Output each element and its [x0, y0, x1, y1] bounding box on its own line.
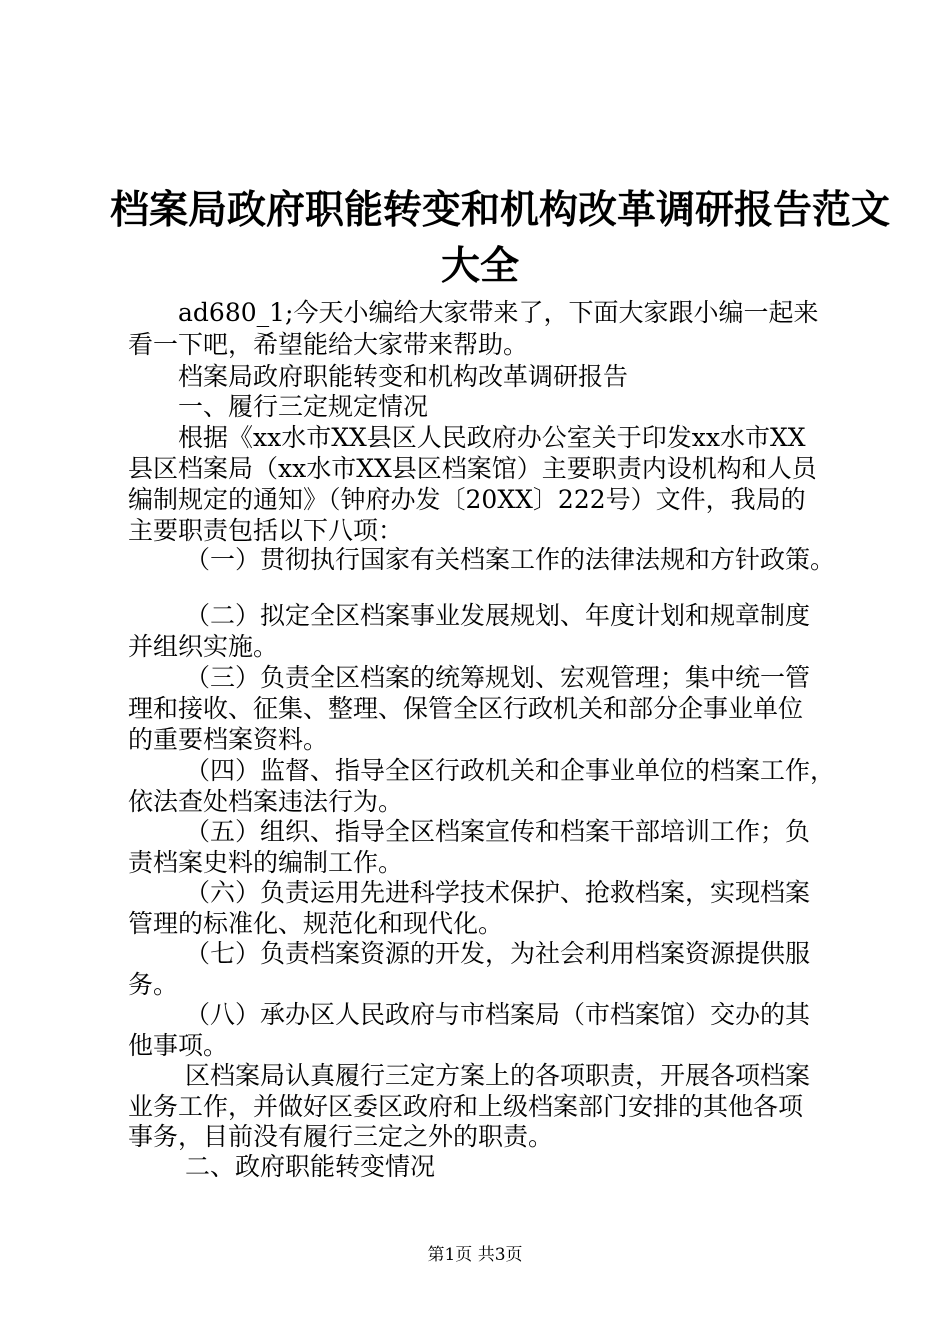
list-item-7: （七）负责档案资源的开发，为社会利用档案资源提供服 — [185, 939, 811, 968]
list-item-6-cont: 管理的标准化、规范化和现代化。 — [128, 909, 504, 938]
paragraph-line: 县区档案局（xx水市XX县区档案馆）主要职责内设机构和人员 — [128, 454, 817, 483]
intro-line-1: ad680_1;今天小编给大家带来了，下面大家跟小编一起来 — [178, 298, 819, 327]
paragraph-line: 根据《xx水市XX县区人民政府办公室关于印发xx水市XX — [178, 423, 806, 452]
section-heading-1: 一、履行三定规定情况 — [178, 392, 429, 421]
list-item-7-cont: 务。 — [128, 970, 179, 999]
document-title-line-1: 档案局政府职能转变和机构改革调研报告范文 — [110, 187, 891, 233]
document-title-line-2: 大全 — [440, 243, 519, 289]
list-item-1: （一）贯彻执行国家有关档案工作的法律法规和方针政策。 — [185, 545, 836, 574]
list-item-6: （六）负责运用先进科学技术保护、抢救档案，实现档案 — [185, 878, 811, 907]
list-item-8: （八）承办区人民政府与市档案局（市档案馆）交办的其 — [185, 1000, 811, 1029]
list-item-8-cont: 他事项。 — [128, 1031, 229, 1060]
list-item-5-cont: 责档案史料的编制工作。 — [128, 848, 404, 877]
summary-line: 事务，目前没有履行三定之外的职责。 — [128, 1122, 554, 1151]
list-item-3: （三）负责全区档案的统筹规划、宏观管理；集中统一管 — [185, 663, 811, 692]
section-heading-2: 二、政府职能转变情况 — [185, 1152, 436, 1181]
list-item-4-cont: 依法查处档案违法行为。 — [128, 787, 404, 816]
report-heading: 档案局政府职能转变和机构改革调研报告 — [178, 362, 629, 391]
list-item-2: （二）拟定全区档案事业发展规划、年度计划和规章制度 — [185, 601, 811, 630]
paragraph-line: 编制规定的通知》（钟府办发〔20XX〕222号）文件，我局的 — [128, 485, 806, 514]
list-item-3-cont: 理和接收、征集、整理、保管全区行政机关和部分企事业单位 — [128, 694, 804, 723]
paragraph-line: 主要职责包括以下八项： — [128, 516, 404, 545]
intro-line-2: 看一下吧，希望能给大家带来帮助。 — [128, 330, 529, 359]
list-item-5: （五）组织、指导全区档案宣传和档案干部培训工作；负 — [185, 817, 811, 846]
summary-line: 业务工作，并做好区委区政府和上级档案部门安排的其他各项 — [128, 1092, 804, 1121]
summary-line: 区档案局认真履行三定方案上的各项职责，开展各项档案 — [185, 1061, 811, 1090]
list-item-4: （四）监督、指导全区行政机关和企事业单位的档案工作， — [185, 756, 836, 785]
list-item-2-cont: 并组织实施。 — [128, 632, 279, 661]
page-footer: 第1页 共3页 — [427, 1245, 523, 1265]
list-item-3-cont: 的重要档案资料。 — [128, 725, 329, 754]
